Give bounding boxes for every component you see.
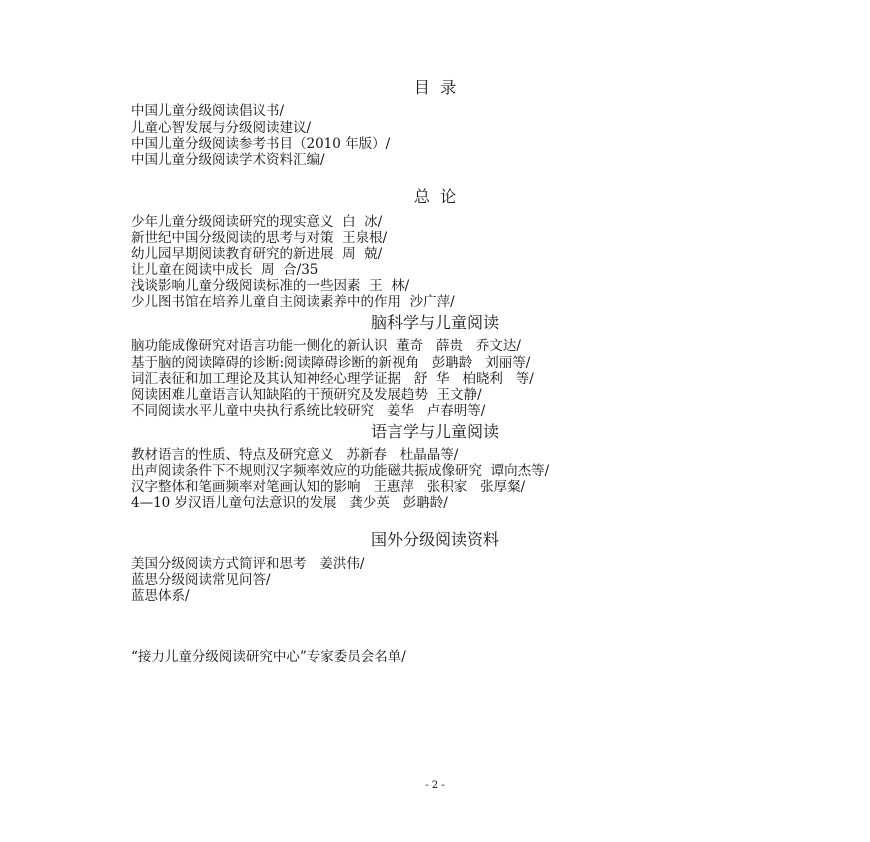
toc-item: 美国分级阅读方式简评和思考 姜洪伟/ [131, 556, 365, 572]
toc-item: 不同阅读水平儿童中央执行系统比较研究 姜华 卢春明等/ [131, 403, 486, 419]
toc-front-item: 中国儿童分级阅读学术资料汇编/ [131, 152, 325, 168]
toc-item: 少年儿童分级阅读研究的现实意义 白 冰/ [131, 214, 383, 230]
toc-front-item: 中国儿童分级阅读倡议书/ [131, 103, 285, 119]
toc-item: 脑功能成像研究对语言功能一侧化的新认识 董奇 薛贵 乔文达/ [131, 338, 521, 354]
toc-item: 少儿图书馆在培养儿童自主阅读素养中的作用 沙广萍/ [131, 294, 455, 310]
page-number: - 2 - [425, 780, 445, 791]
toc-item: 蓝思分级阅读常见问答/ [131, 572, 271, 588]
section-heading-general: 总 论 [413, 187, 457, 206]
section-heading-linguistics: 语言学与儿童阅读 [370, 422, 499, 441]
toc-title: 目 录 [413, 78, 457, 97]
toc-item: 教材语言的性质、特点及研究意义 苏新春 杜晶晶等/ [131, 447, 459, 463]
toc-item: 基于脑的阅读障碍的诊断:阅读障碍诊断的新视角 彭聃龄 刘丽等/ [131, 355, 531, 371]
toc-item: 阅读困难儿童语言认知缺陷的干预研究及发展趋势 王文静/ [131, 387, 482, 403]
toc-item: 蓝思体系/ [131, 588, 190, 604]
toc-item: 4—10 岁汉语儿童句法意识的发展 龚少英 彭聃龄/ [131, 495, 448, 511]
toc-front-item: 儿童心智发展与分级阅读建议/ [131, 120, 312, 136]
section-heading-brain-science: 脑科学与儿童阅读 [370, 313, 499, 332]
toc-front-item: 中国儿童分级阅读参考书目（2010 年版）/ [131, 136, 391, 152]
toc-item: 让儿童在阅读中成长 周 合/35 [131, 262, 319, 278]
toc-item: 浅谈影响儿童分级阅读标准的一些因素 王 林/ [131, 278, 410, 294]
toc-item: 词汇表征和加工理论及其认知神经心理学证据 舒 华 柏晓利 等/ [131, 371, 534, 387]
toc-item: 幼儿园早期阅读教育研究的新进展 周 兢/ [131, 246, 383, 262]
toc-closing-item: “接力儿童分级阅读研究中心”专家委员会名单/ [131, 649, 406, 665]
toc-item: 出声阅读条件下不规则汉字频率效应的功能磁共振成像研究 谭向杰等/ [131, 463, 550, 479]
toc-item: 汉字整体和笔画频率对笔画认知的影响 王惠萍 张积家 张厚粲/ [131, 479, 526, 495]
section-heading-foreign: 国外分级阅读资料 [370, 530, 499, 549]
toc-item: 新世纪中国分级阅读的思考与对策 王泉根/ [131, 230, 388, 246]
